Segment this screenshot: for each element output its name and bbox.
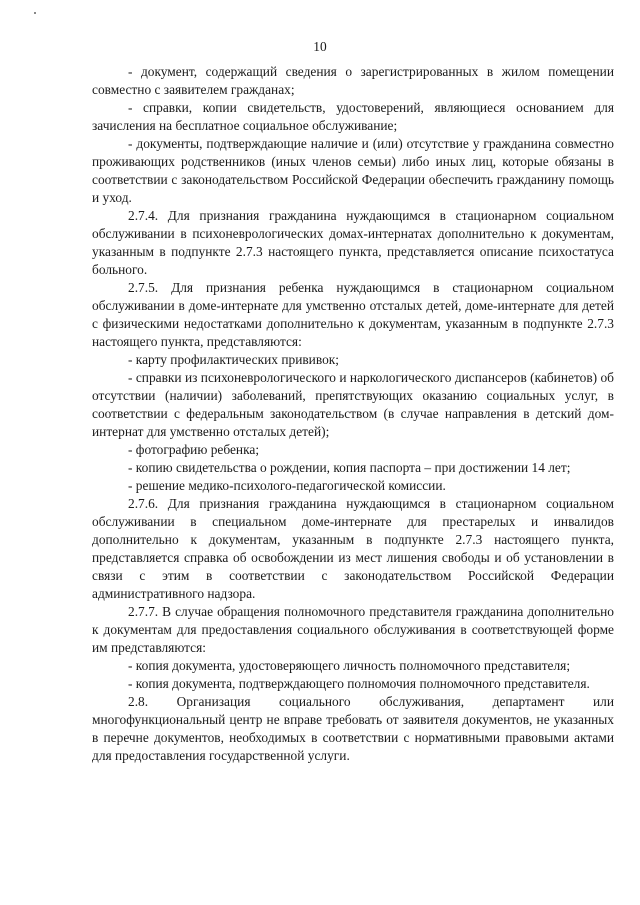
paragraph-clause-2-7-5: 2.7.5. Для признания ребенка нуждающимся в стационарном социальном обслуживании в доме-интернате для умственно отсталых детей, доме-интернате для детей с физическими недостатками дополнительно к документам, указанным в подпункте 2.7.3 настоящего пункта, представляются: [92, 280, 614, 349]
document-body [92, 63, 614, 765]
paragraph-clause-2-8: 2.8. Организация социального обслуживания, департамент или многофункциональный центр не вправе требовать от заявителя документов, не указанных в перечне документов, необходимых в соответствии с нормативными правовыми актами для предоставления государственной услуги. [92, 694, 614, 763]
paragraph-list-item: - решение медико-психолого-педагогической комиссии. [128, 478, 446, 493]
paragraph-clause-2-7-7: 2.7.7. В случае обращения полномочного представителя гражданина дополнительно к документам для предоставления социального обслуживания в соответствующей форме им представляются: [92, 604, 614, 655]
paragraph-list-item: - документы, подтверждающие наличие и (или) отсутствие у гражданина совместно проживающих родственников (иных членов семьи) либо иных лиц, которые обязаны в соответствии с законодательством Российской Федерации обеспечить гражданину помощь и уход. [92, 136, 614, 205]
page-number: 10 [313, 39, 327, 54]
paragraph-list-item: - копия документа, подтверждающего полномочия полномочного представителя. [128, 676, 590, 691]
paragraph-list-item: - справки из психоневрологического и наркологического диспансеров (кабинетов) об отсутствии (наличии) заболеваний, препятствующих оказанию социальных услуг, в соответствии с федеральным законодательством (в случае направления в детский дом-интернат для умственно отсталых детей); [92, 370, 614, 439]
paragraph-clause-2-7-4: 2.7.4. Для признания гражданина нуждающимся в стационарном социальном обслуживании в психоневрологических домах-интернатах дополнительно к документам, указанным в подпункте 2.7.3 настоящего пункта, представляется описание психостатуса больного. [92, 208, 614, 277]
paragraph-list-item: - карту профилактических прививок; [128, 352, 340, 367]
paragraph-list-item: - копия документа, удостоверяющего личность полномочного представителя; [128, 658, 571, 673]
paragraph-clause-2-7-6: 2.7.6. Для признания гражданина нуждающимся в стационарном социальном обслуживании в специальном доме-интернате для престарелых и инвалидов дополнительно к документам, указанным в подпункте 2.7.3 настоящего пункта, представляется справка об освобождении из мест лишения свободы и об установлении в связи с этим в соответствии с законодательством Российской Федерации административного надзора. [92, 496, 614, 601]
scan-speck [34, 12, 36, 14]
paragraph-list-item: - документ, содержащий сведения о зарегистрированных в жилом помещении совместно с заявителем гражданах; [92, 64, 614, 97]
paragraph-list-item: - фотографию ребенка; [128, 442, 260, 457]
paragraph-list-item: - справки, копии свидетельств, удостоверений, являющиеся основанием для зачисления на бесплатное социальное обслуживание; [92, 100, 614, 133]
paragraph-list-item: - копию свидетельства о рождении, копия паспорта – при достижении 14 лет; [128, 460, 571, 475]
